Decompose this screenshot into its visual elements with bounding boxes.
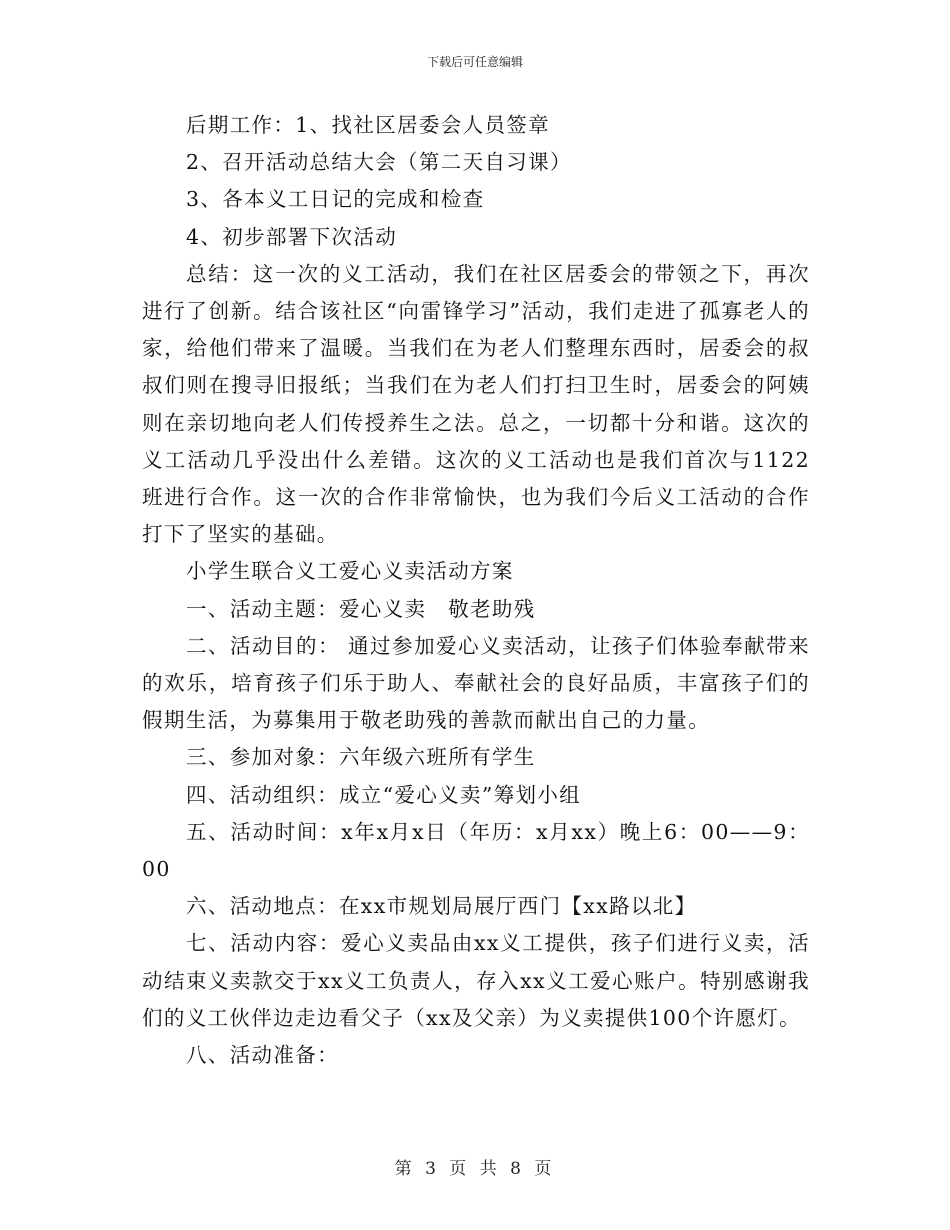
paragraph: 后期工作：1、找社区居委会人员签章: [186, 113, 550, 137]
section-title: 小学生联合义工爱心义卖活动方案: [186, 559, 514, 584]
paragraph: 八、活动准备：: [186, 1043, 339, 1068]
paragraph: 三、参加对象：六年级六班所有学生: [186, 745, 536, 770]
page-footer: 第 3 页 共 8 页: [394, 1159, 556, 1179]
summary-paragraph: 总结：这一次的义工活动，我们在社区居委会的带领之下，再次进行了创新。结合该社区“向雷锋学习”活动，我们走进了孤寡老人的家，给他们带来了温暖。当我们在为老人们整理东西时，居委会的叔叔们则在搜寻旧报纸；当我们在为老人们打扫卫生时，居委会的阿姨则在亲切地向老人们传授养生之法。总之，一切都十分和谐。这次的义工活动几乎没出什么差错。这次的义工活动也是我们首次与1122班进行合作。这一次的合作非常愉快，也为我们今后义工活动的合作打下了坚实的基础。: [142, 261, 810, 547]
paragraph: 六、活动地点：在xx市规划局展厅西门【xx路以北】: [186, 894, 697, 919]
paragraph: 七、活动内容：爱心义卖品由xx义工提供，孩子们进行义卖，活动结束义卖款交于xx义工负责人，存入xx义工爱心账户。特别感谢我们的义工伙伴边走边看父子（xx及父亲）为义卖提供100个许愿灯。: [142, 931, 810, 1030]
paragraph: 五、活动时间：x年x月x日（年历：x月xx）晚上6：00——9：00: [142, 819, 810, 882]
document-body: [142, 107, 810, 1074]
paragraph: 二、活动目的： 通过参加爱心义卖活动，让孩子们体验奉献带来的欢乐，培育孩子们乐于助人、奉献社会的良好品质，丰富孩子们的假期生活，为募集用于敬老助残的善款而献出自己的力量。: [142, 633, 810, 733]
paragraph: 一、活动主题：爱心义卖 敬老助残: [186, 596, 536, 621]
paragraph: 3、各本义工日记的完成和检查: [186, 187, 485, 212]
paragraph: 4、初步部署下次活动: [186, 224, 398, 249]
paragraph: 2、召开活动总结大会（第二天自习课）: [186, 150, 572, 175]
page-header: 下载后可任意编辑: [426, 55, 523, 69]
paragraph: 四、活动组织：成立“爱心义卖”筹划小组: [186, 782, 582, 807]
